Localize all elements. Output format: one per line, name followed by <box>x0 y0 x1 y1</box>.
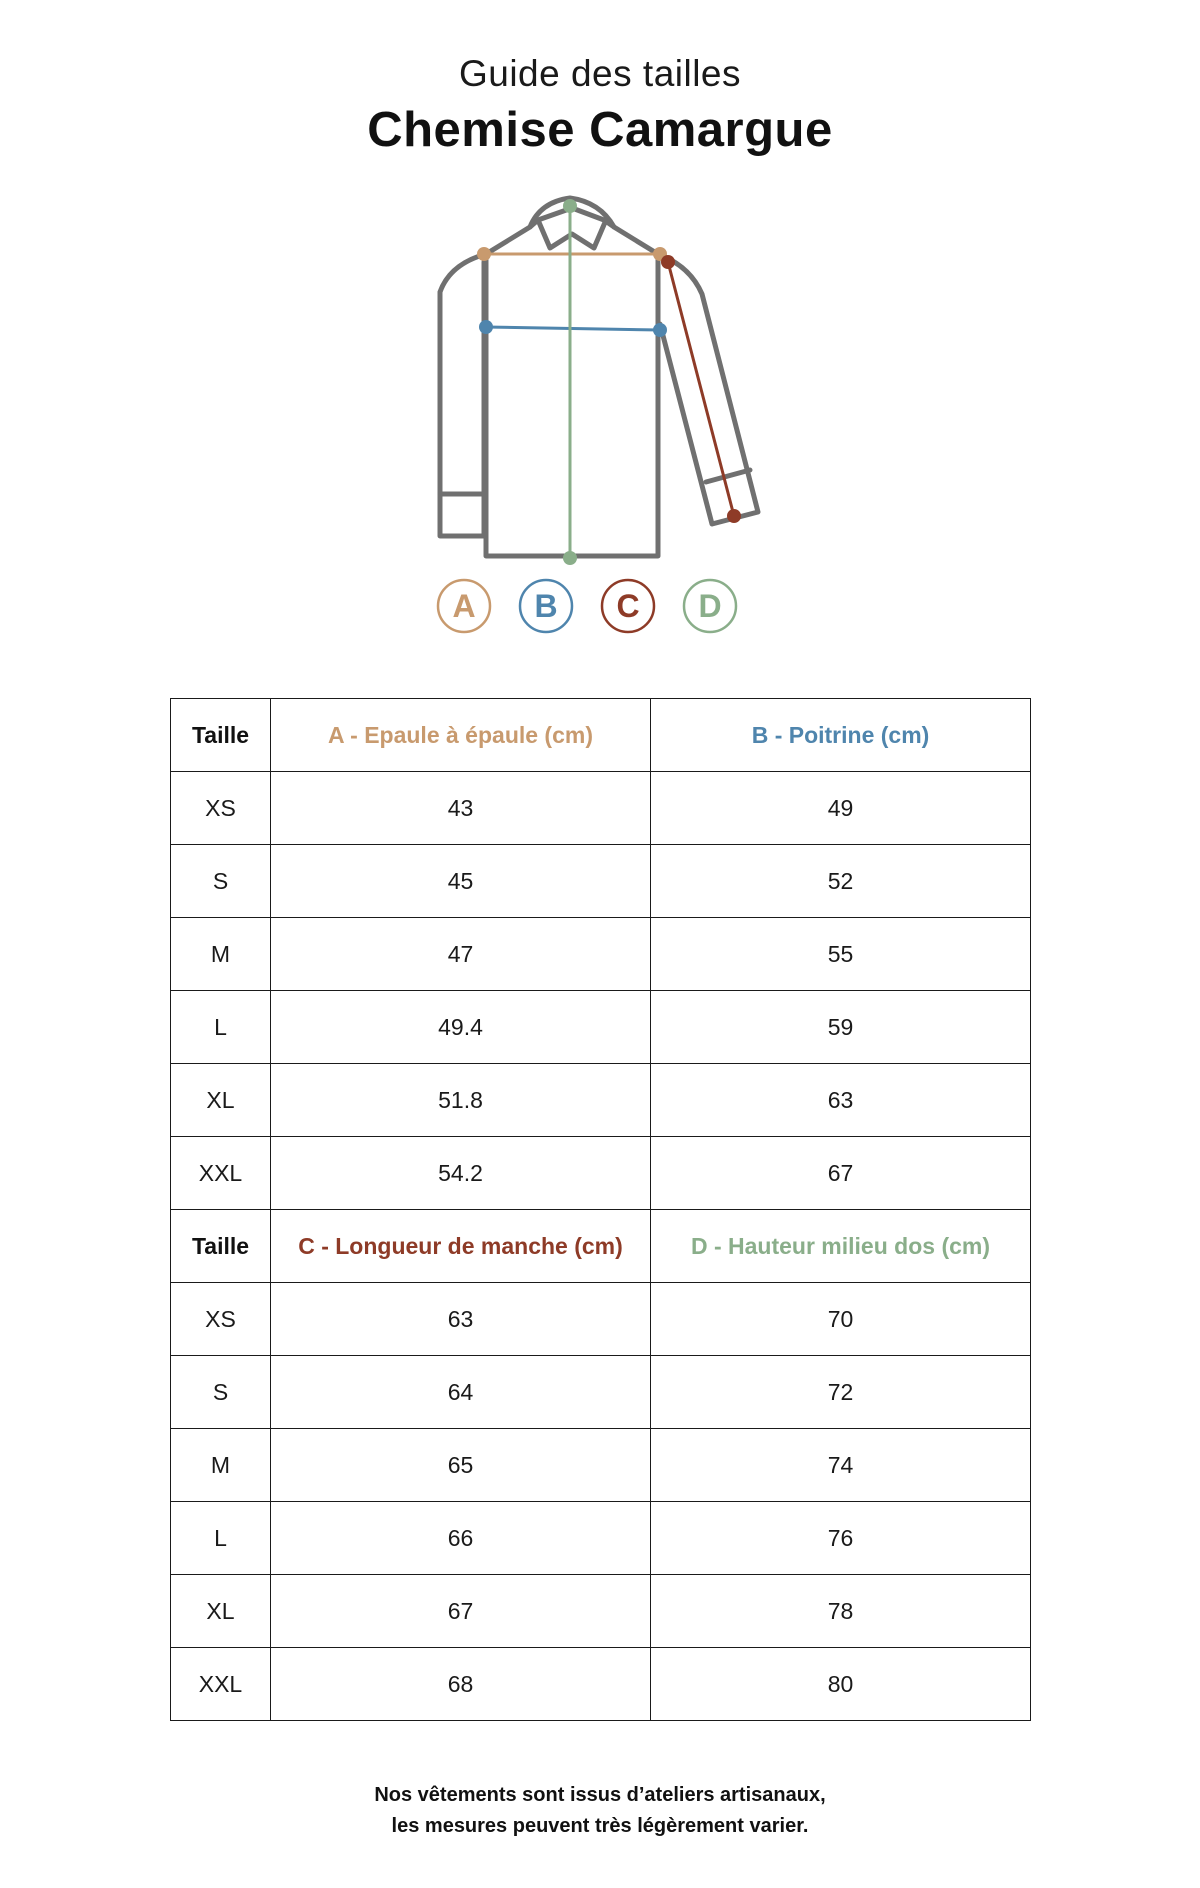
value-cell: 49.4 <box>271 991 651 1064</box>
size-cell: M <box>171 1429 271 1502</box>
value-cell: 51.8 <box>271 1064 651 1137</box>
value-cell: 52 <box>651 845 1031 918</box>
value-cell: 59 <box>651 991 1031 1064</box>
header-taille: Taille <box>171 699 271 772</box>
footnote-line-2: les mesures peuvent très légèrement varier. <box>391 1815 809 1837</box>
value-cell: 80 <box>651 1648 1031 1721</box>
dot-c-top <box>661 255 675 269</box>
shirt-measurement-diagram <box>420 192 780 638</box>
footnote-line-1: Nos vêtements sont issus d’ateliers artisanaux, <box>374 1784 826 1806</box>
size-table <box>170 698 1031 1721</box>
table-row <box>171 845 1031 918</box>
table-row <box>171 1283 1031 1356</box>
value-cell: 63 <box>271 1283 651 1356</box>
size-cell: XS <box>171 1283 271 1356</box>
legend-a <box>438 580 490 632</box>
legend <box>438 580 736 632</box>
page-header <box>0 50 1200 160</box>
table1-header-row <box>171 699 1031 772</box>
page-subtitle: Guide des tailles <box>458 53 742 94</box>
value-cell: 78 <box>651 1575 1031 1648</box>
value-cell: 45 <box>271 845 651 918</box>
size-cell: XXL <box>171 1137 271 1210</box>
header-c-manche: C - Longueur de manche (cm) <box>271 1210 651 1283</box>
size-cell: M <box>171 918 271 991</box>
header-b-poitrine: B - Poitrine (cm) <box>651 699 1031 772</box>
table-row <box>171 918 1031 991</box>
table-row <box>171 1575 1031 1648</box>
size-cell: XS <box>171 772 271 845</box>
value-cell: 68 <box>271 1648 651 1721</box>
size-cell: XXL <box>171 1648 271 1721</box>
size-cell: S <box>171 845 271 918</box>
legend-d <box>684 580 736 632</box>
size-cell: S <box>171 1356 271 1429</box>
value-cell: 49 <box>651 772 1031 845</box>
value-cell: 67 <box>271 1575 651 1648</box>
value-cell: 74 <box>651 1429 1031 1502</box>
dot-d-bottom <box>563 551 577 565</box>
value-cell: 43 <box>271 772 651 845</box>
value-cell: 72 <box>651 1356 1031 1429</box>
table-row <box>171 1137 1031 1210</box>
size-cell: L <box>171 1502 271 1575</box>
table-row <box>171 991 1031 1064</box>
dot-c-bottom <box>727 509 741 523</box>
page-title: Chemise Camargue <box>367 103 833 157</box>
table-row <box>171 772 1031 845</box>
value-cell: 63 <box>651 1064 1031 1137</box>
table2-header-row <box>171 1210 1031 1283</box>
dot-b-right <box>653 323 667 337</box>
value-cell: 66 <box>271 1502 651 1575</box>
footnote <box>0 1780 1200 1842</box>
header-d-hauteur: D - Hauteur milieu dos (cm) <box>651 1210 1031 1283</box>
dot-b-left <box>479 320 493 334</box>
value-cell: 64 <box>271 1356 651 1429</box>
dot-d-top <box>563 199 577 213</box>
legend-b <box>520 580 572 632</box>
value-cell: 70 <box>651 1283 1031 1356</box>
table-row <box>171 1356 1031 1429</box>
value-cell: 76 <box>651 1502 1031 1575</box>
table-row <box>171 1648 1031 1721</box>
legend-c <box>602 580 654 632</box>
size-cell: XL <box>171 1064 271 1137</box>
value-cell: 47 <box>271 918 651 991</box>
dot-a-left <box>477 247 491 261</box>
size-cell: XL <box>171 1575 271 1648</box>
value-cell: 55 <box>651 918 1031 991</box>
header-a-epaule: A - Epaule à épaule (cm) <box>271 699 651 772</box>
header-taille: Taille <box>171 1210 271 1283</box>
value-cell: 65 <box>271 1429 651 1502</box>
value-cell: 67 <box>651 1137 1031 1210</box>
size-cell: L <box>171 991 271 1064</box>
table-row <box>171 1502 1031 1575</box>
table-row <box>171 1429 1031 1502</box>
table-row <box>171 1064 1031 1137</box>
legend-d-label: D <box>698 588 722 624</box>
value-cell: 54.2 <box>271 1137 651 1210</box>
legend-b-label: B <box>534 588 558 624</box>
legend-a-label: A <box>452 588 476 624</box>
legend-c-label: C <box>616 588 640 624</box>
